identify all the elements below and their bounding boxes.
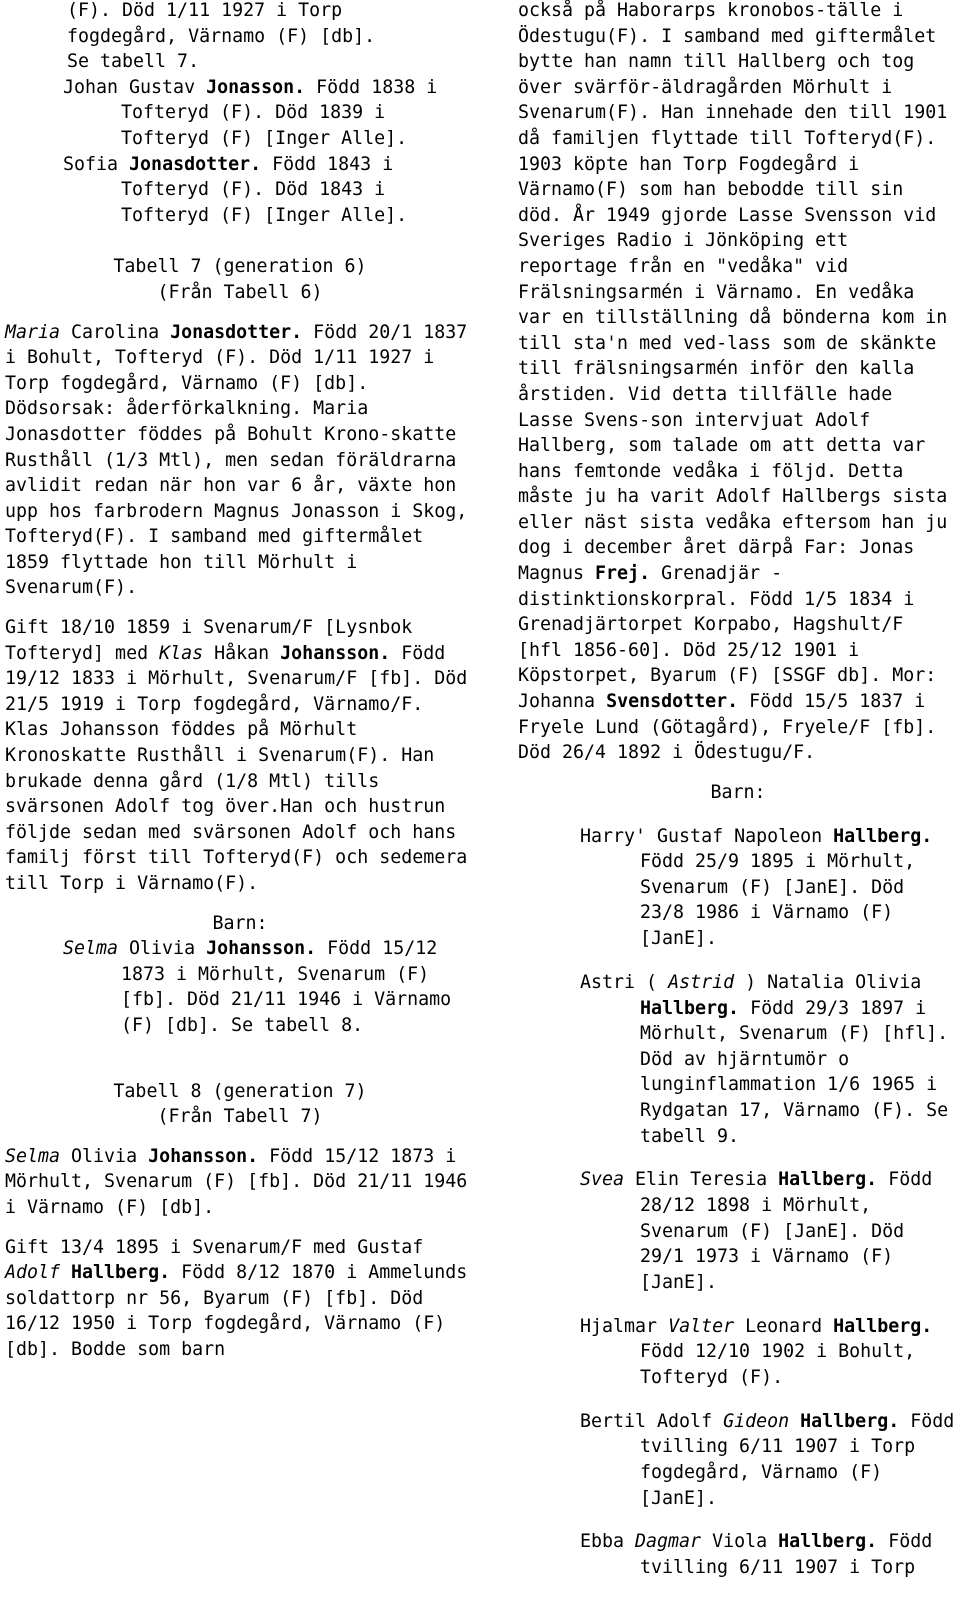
- left-column: [5, 0, 475, 1363]
- table-8-subtitle: (Från Tabell 7): [157, 1106, 323, 1128]
- children-label: Barn:: [212, 912, 268, 934]
- child-entry-sofia: Sofia Jonasdotter. Född 1843 i Tofteryd (F). Död 1843 i Tofteryd (F) [Inger Alle].: [63, 153, 408, 226]
- children-label: Barn:: [710, 781, 766, 803]
- continued-biography: också på Haborarps kronobos-tälle i Ödestugu(F). I samband med giftermålet bytte han namn till Hallberg och tog över svärför-äldragården Mörhult i Svenarum(F). Han innehade den till 1901 då familjen flyttade till Tofteryd(F). 1903 köpte han Torp Fogdegård i Värnamo(F) som han bebodde till sin död. År 1949 gjorde Lasse Svensson vid Sveriges Radio i Jönköping ett reportage från en "vedåka" vid Frälsningsarmén i Värnamo. En vedåka var en tillställning då bönderna kom in till sta'n med ved-lass som de skänkte till frälsningsarmén inför den kalla årstiden. Vid detta tillfälle hade Lasse Svens-son intervjuat Adolf Hallberg, som talade om att detta var hans femtonde vedåka i följd. Detta måste ju ha varit Adolf Hallbergs sista eller näst sista vedåka eftersom han ju dog i december året därpå Far: Jonas Magnus Frej. Grenadjär - distinktionskorpral. Född 1/5 1834 i Grenadjärtorpet Korpabo, Hagshult/F [hfl 1856-60]. Död 25/12 1901 i Köpstorpet, Byarum (F) [SSGF db]. Mor: Johanna Svensdotter. Född 15/5 1837 i Fryele Lund (Götagård), Fryele/F [fb]. Död 26/4 1892 i Ödestugu/F.: [518, 0, 948, 764]
- surname: Jonasson.: [206, 76, 306, 98]
- table-8-title: Tabell 8 (generation 7): [113, 1080, 367, 1102]
- table-7-title: Tabell 7 (generation 6): [113, 256, 367, 278]
- surname: Jonasdotter.: [129, 153, 262, 175]
- person-entry-selma: Selma Olivia Johansson. Född 15/12 1873 i Mörhult, Svenarum (F) [fb]. Död 21/11 1946 i Värnamo (F) [db].: [5, 1145, 468, 1218]
- surname: Hallberg.: [778, 1531, 878, 1553]
- continued-line-2: fogdegård, Värnamo (F) [db].: [67, 25, 376, 47]
- child-entry: Hjalmar Valter Leonard Hallberg. Född 12/10 1902 i Bohult, Tofteryd (F).: [580, 1315, 933, 1388]
- surname: Jonasdotter.: [170, 321, 303, 343]
- person-entry-maria: Maria Carolina Jonasdotter. Född 20/1 1837 i Bohult, Tofteryd (F). Död 1/11 1927 i Torp fogdegård, Värnamo (F) [db]. Dödsorsak: åderförkalkning. Maria Jonasdotter föddes på Bohult Krono-skatte Rusthåll (1/3 Mtl), men sedan föräldrarna avlidit redan när hon var 6 år, växte hon upp hos farbrodern Magnus Jonasson i Skog, Tofteryd(F). I samband med giftermålet 1859 flyttade hon till Mörhult i Svenarum(F).: [5, 321, 468, 599]
- table-7-subtitle: (Från Tabell 6): [157, 281, 323, 303]
- surname: Johansson.: [280, 642, 391, 664]
- surname: Johansson.: [148, 1145, 259, 1167]
- surname: Frej.: [595, 563, 651, 585]
- continued-entry: [67, 0, 475, 75]
- surname: Hallberg.: [60, 1262, 171, 1284]
- surname: Hallberg.: [800, 1410, 900, 1432]
- child-entry: Svea Elin Teresia Hallberg. Född 28/12 1898 i Mörhult, Svenarum (F) [JanE]. Död 29/1 1973 i Värnamo (F) [JanE].: [580, 1169, 933, 1293]
- surname: Hallberg.: [833, 825, 933, 847]
- child-entry-johan: Johan Gustav Jonasson. Född 1838 i Tofteryd (F). Död 1839 i Tofteryd (F) [Inger Alle].: [63, 76, 438, 149]
- child-entry: Bertil Adolf Gideon Hallberg. Född tvilling 6/11 1907 i Torp fogdegård, Värnamo (F) [JanE].: [580, 1410, 955, 1509]
- right-column: [518, 0, 958, 1599]
- continued-line-1: (F). Död 1/11 1927 i Torp: [67, 0, 343, 21]
- surname: Svensdotter.: [606, 691, 739, 713]
- surname: Hallberg.: [640, 997, 740, 1019]
- continued-line-3: Se tabell 7.: [67, 51, 200, 73]
- marriage-entry-2: Gift 13/4 1895 i Svenarum/F med Gustaf Adolf Hallberg. Född 8/12 1870 i Ammelunds soldattorp nr 56, Byarum (F) [fb]. Död 16/12 1950 i Torp fogdegård, Värnamo (F) [db]. Bodde som barn: [5, 1236, 468, 1360]
- marriage-entry-1: Gift 18/10 1859 i Svenarum/F [Lysnbok Tofteryd] med Klas Håkan Johansson. Född 19/12 1833 i Mörhult, Svenarum/F [fb]. Död 21/5 1919 i Torp fogdegård, Värnamo/F. Klas Johansson föddes på Mörhult Kronoskatte Rusthåll i Svenarum(F). Han brukade denna gård (1/8 Mtl) tills svärsonen Adolf tog över.Han och hustrun följde sedan med svärsonen Adolf och hans familj först till Tofteryd(F) och sedemera till Torp i Värnamo(F).: [5, 617, 468, 894]
- child-entry: Ebba Dagmar Viola Hallberg. Född tvilling 6/11 1907 i Torp: [580, 1531, 933, 1579]
- surname: Johansson.: [206, 938, 317, 960]
- surname: Hallberg.: [833, 1315, 933, 1337]
- children-list: [518, 824, 958, 1581]
- surname: Hallberg.: [778, 1169, 878, 1191]
- child-entry-selma: Selma Olivia Johansson. Född 15/12 1873 i Mörhult, Svenarum (F) [fb]. Död 21/11 1946 i Värnamo (F) [db]. Se tabell 8.: [63, 938, 452, 1036]
- child-entry: Astri ( Astrid ) Natalia Olivia Hallberg. Född 29/3 1897 i Mörhult, Svenarum (F) [hfl]. Död av hjärntumör o lunginflammation 1/6 1965 i Rydgatan 17, Värnamo (F). Se tabell 9.: [580, 971, 949, 1147]
- child-entry: Harry' Gustaf Napoleon Hallberg. Född 25/9 1895 i Mörhult, Svenarum (F) [JanE]. Död 23/8 1986 i Värnamo (F) [JanE].: [580, 825, 933, 950]
